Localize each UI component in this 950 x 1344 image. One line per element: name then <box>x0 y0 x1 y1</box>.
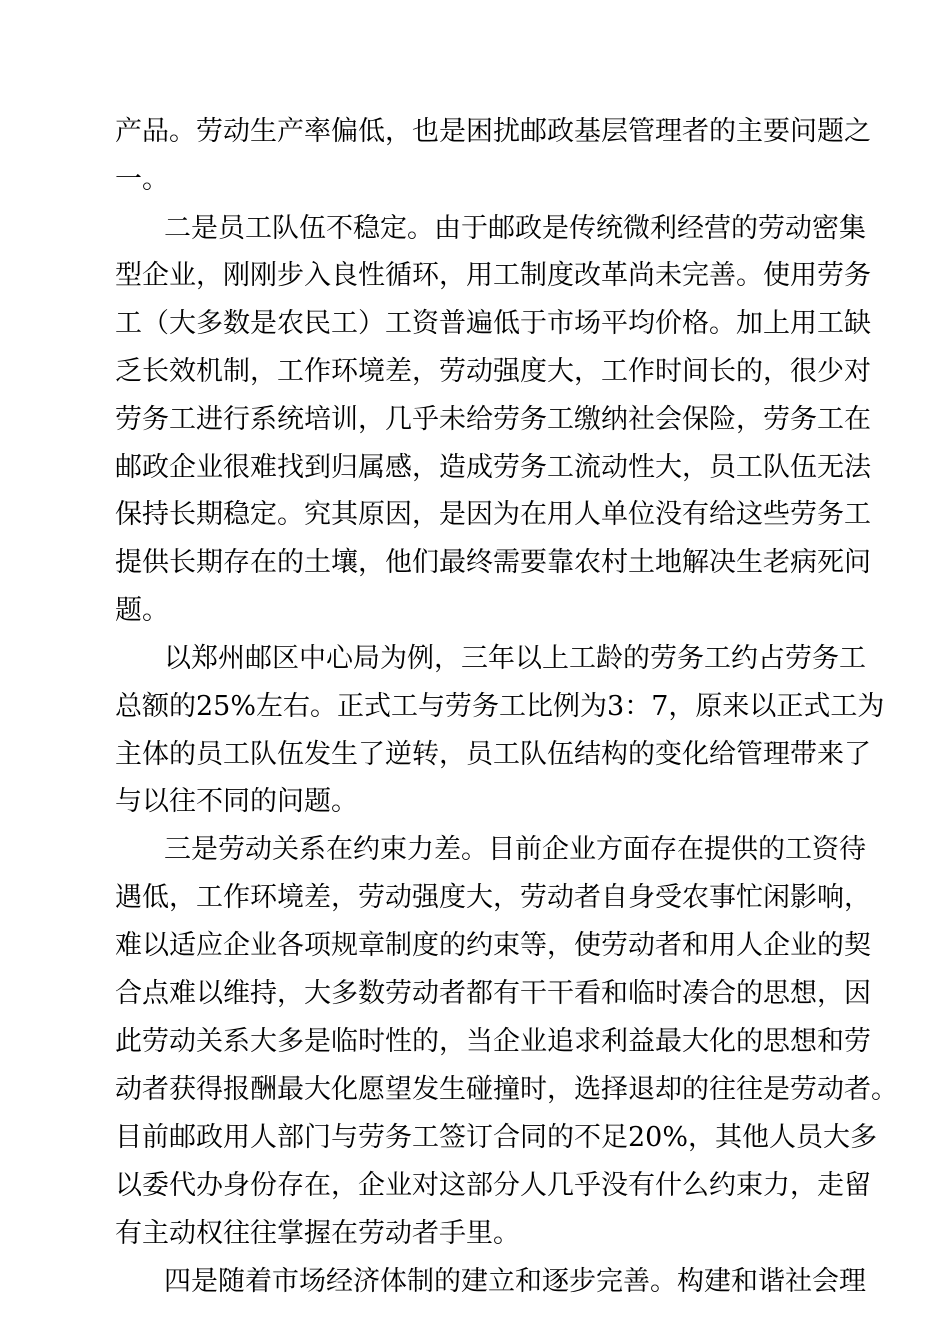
text-line: 二 是 员 工 队 伍 不 稳 定 。 由 于 邮 政 是 传 统 微 利 经 营 的 劳 动 密 集 <box>164 213 866 244</box>
text-line: 主 体 的 员 工 队 伍 发 生 了 逆 转 ， 员 工 队 伍 结 构 的 变 化 给 管 理 带 来 了 <box>115 739 871 770</box>
text-line: 题。 <box>115 595 169 626</box>
text-line: 型 企 业 ， 刚 刚 步 入 良 性 循 环 ， 用 工 制 度 改 革 尚 未 完 善 。 使 用 劳 务 <box>115 260 871 291</box>
text-line: 产 品 。 劳 动 生 产 率 偏 低 ， 也 是 困 扰 邮 政 基 层 管 理 者 的 主 要 问 题 之 <box>115 116 871 147</box>
text-line: 以 郑 州 邮 区 中 心 局 为 例 ， 三 年 以 上 工 龄 的 劳 务 工 约 占 劳 务 工 <box>164 643 866 674</box>
text-line: 此 劳 动 关 系 大 多 是 临 时 性 的 ， 当 企 业 追 求 利 益 最 大 化 的 思 想 和 劳 <box>115 1026 871 1057</box>
text-line: 提 供 长 期 存 在 的 土 壤 ， 他 们 最 终 需 要 靠 农 村 土 地 解 决 生 老 病 死 问 <box>115 547 871 578</box>
text-line: 工 （ 大 多 数 是 农 民 工 ） 工 资 普 遍 低 于 市 场 平 均 价 格 。 加 上 用 工 缺 <box>115 308 871 339</box>
text-line: 目前邮政用人部门与劳务工签订合同的不足20%，其他人员大多 <box>115 1122 878 1153</box>
text-line: 一。 <box>115 164 169 195</box>
text-line: 有主动权往往掌握在劳动者手里。 <box>115 1218 520 1249</box>
text-line: 三 是 劳 动 关 系 在 约 束 力 差 。 目 前 企 业 方 面 存 在 提 供 的 工 资 待 <box>164 834 866 865</box>
text-line: 邮 政 企 业 很 难 找 到 归 属 感 ， 造 成 劳 务 工 流 动 性 大 ， 员 工 队 伍 无 法 <box>115 452 871 483</box>
text-line: 四 是 随 着 市 场 经 济 体 制 的 建 立 和 逐 步 完 善 。 构 建 和 谐 社 会 理 <box>164 1266 866 1297</box>
text-line: 合 点 难 以 维 持 ， 大 多 数 劳 动 者 都 有 干 干 看 和 临 时 凑 合 的 思 想 ， 因 <box>115 978 871 1009</box>
text-line: 劳 务 工 进 行 系 统 培 训 ， 几 乎 未 给 劳 务 工 缴 纳 社 会 保 险 ， 劳 务 工 在 <box>115 404 871 435</box>
text-line: 保 持 长 期 稳 定 。 究 其 原 因 ， 是 因 为 在 用 人 单 位 没 有 给 这 些 劳 务 工 <box>115 499 871 530</box>
text-line: 与以往不同的问题。 <box>115 786 358 817</box>
text-line: 乏 长 效 机 制 ， 工 作 环 境 差 ， 劳 动 强 度 大 ， 工 作 时 间 长 的 ， 很 少 对 <box>115 356 871 387</box>
text-line: 遇 低 ， 工 作 环 境 差 ， 劳 动 强 度 大 ， 劳 动 者 自 身 受 农 事 忙 闲 影 响 ， <box>115 882 871 913</box>
text-line: 难 以 适 应 企 业 各 项 规 章 制 度 的 约 束 等 ， 使 劳 动 者 和 用 人 企 业 的 契 <box>115 930 871 961</box>
text-line: 以 委 代 办 身 份 存 在 ， 企 业 对 这 部 分 人 几 乎 没 有 什 么 约 束 力 ， 走 留 <box>115 1170 871 1201</box>
text-line: 动 者 获 得 报 酬 最 大 化 愿 望 发 生 碰 撞 时 ， 选 择 退 却 的 往 往 是 劳 动 者 。 <box>115 1074 898 1105</box>
text-line: 总额的25%左右。正式工与劳务工比例为3：7，原来以正式工为 <box>115 691 885 722</box>
